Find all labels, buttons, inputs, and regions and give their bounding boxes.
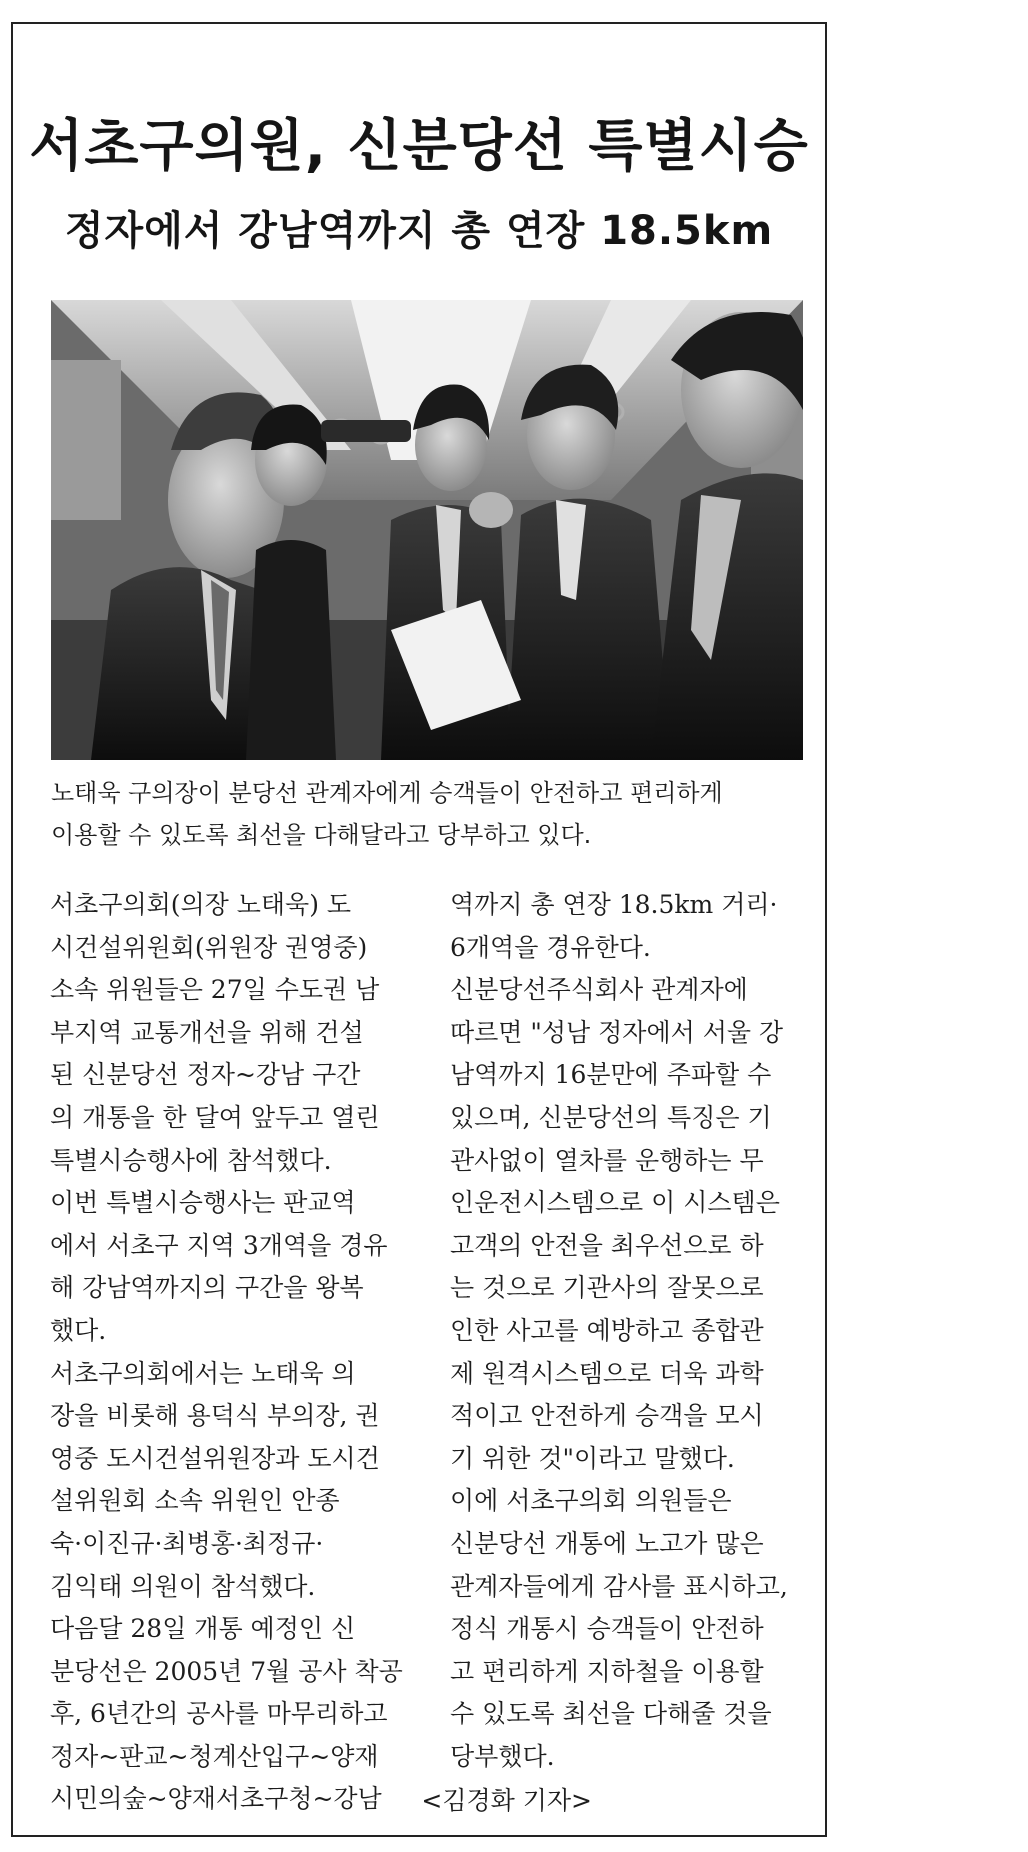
body-line: 있으며, 신분당선의 특징은 기 xyxy=(450,1102,772,1132)
body-line: 부지역 교통개선을 위해 건설 xyxy=(50,1017,364,1047)
body-line: 정식 개통시 승객들이 안전하 xyxy=(450,1614,764,1644)
body-line: 신분당선주식회사 관계자에 xyxy=(450,975,748,1005)
body-line: 후, 6년간의 공사를 마무리하고 xyxy=(50,1699,388,1729)
body-line: 된 신분당선 정자~강남 구간 xyxy=(50,1060,361,1090)
body-line: 해 강남역까지의 구간을 왕복 xyxy=(50,1273,364,1303)
body-line: 따르면 "성남 정자에서 서울 강 xyxy=(450,1017,784,1047)
body-line: 김익태 의원이 참석했다. xyxy=(50,1571,316,1601)
caption-line: 이용할 수 있도록 최선을 다해달라고 당부하고 있다. xyxy=(51,821,592,849)
reporter-byline: <김경화 기자> xyxy=(421,1786,592,1815)
body-line: 특별시승행사에 참석했다. xyxy=(50,1145,332,1175)
body-line: 관계자들에게 감사를 표시하고, xyxy=(450,1571,788,1601)
body-line: 기 위한 것"이라고 말했다. xyxy=(450,1443,735,1473)
body-line: 적이고 안전하게 승객을 모시 xyxy=(450,1401,764,1431)
body-line: 남역까지 16분만에 주파할 수 xyxy=(450,1060,772,1090)
body-line: 했다. xyxy=(50,1315,107,1345)
body-column-right xyxy=(450,884,810,1778)
body-line: 6개역을 경유한다. xyxy=(450,932,651,962)
body-line: 설위원회 소속 위원인 안종 xyxy=(50,1486,340,1516)
photo-caption xyxy=(51,772,821,856)
body-line: 역까지 총 연장 18.5km 거리· xyxy=(450,890,778,919)
body-line: 에서 서초구 지역 3개역을 경유 xyxy=(50,1230,388,1260)
body-line: 는 것으로 기관사의 잘못으로 xyxy=(450,1273,764,1303)
body-line: 수 있도록 최선을 다해줄 것을 xyxy=(450,1699,772,1729)
body-line: 분당선은 2005년 7월 공사 착공 xyxy=(50,1656,403,1686)
news-photo xyxy=(51,300,803,760)
body-line: 인운전시스템으로 이 시스템은 xyxy=(450,1188,780,1218)
body-line: 이번 특별시승행사는 판교역 xyxy=(50,1188,356,1218)
article-frame xyxy=(11,22,827,1837)
article-headline: 서초구의원, 신분당선 특별시승 xyxy=(29,114,809,179)
caption-line: 노태욱 구의장이 분당선 관계자에게 승객들이 안전하고 편리하게 xyxy=(51,779,723,807)
body-line: 시민의숲~양재서초구청~강남 xyxy=(50,1784,382,1814)
body-line: 정자~판교~청계산입구~양재 xyxy=(50,1741,379,1771)
body-line: 숙·이진규·최병홍·최정규· xyxy=(50,1528,324,1558)
body-line: 제 원격시스템으로 더욱 과학 xyxy=(450,1358,764,1388)
body-line: 고 편리하게 지하철을 이용할 xyxy=(450,1656,764,1686)
body-line: 장을 비롯해 용덕식 부의장, 권 xyxy=(50,1401,380,1431)
body-line: 신분당선 개통에 노고가 많은 xyxy=(450,1528,764,1558)
body-line: 서초구의회(의장 노태욱) 도 xyxy=(50,890,352,919)
body-line: 다음달 28일 개통 예정인 신 xyxy=(50,1614,356,1644)
body-line: 관사없이 열차를 운행하는 무 xyxy=(450,1145,764,1175)
body-line: 당부했다. xyxy=(450,1741,555,1771)
body-column-left xyxy=(50,884,413,1821)
body-line: 인한 사고를 예방하고 종합관 xyxy=(450,1315,764,1345)
body-line: 영중 도시건설위원장과 도시건 xyxy=(50,1443,380,1473)
body-line: 의 개통을 한 달여 앞두고 열린 xyxy=(50,1102,380,1132)
body-line: 이에 서초구의회 의원들은 xyxy=(450,1486,732,1516)
body-line: 소속 위원들은 27일 수도권 남 xyxy=(50,975,380,1005)
subway-car-photo xyxy=(51,300,803,760)
body-line: 고객의 안전을 최우선으로 하 xyxy=(450,1230,764,1260)
body-line: 시건설위원회(위원장 권영중) xyxy=(50,932,368,962)
article-subheadline: 정자에서 강남역까지 총 연장 18.5km xyxy=(64,208,774,254)
body-line: 서초구의회에서는 노태욱 의 xyxy=(50,1358,356,1388)
